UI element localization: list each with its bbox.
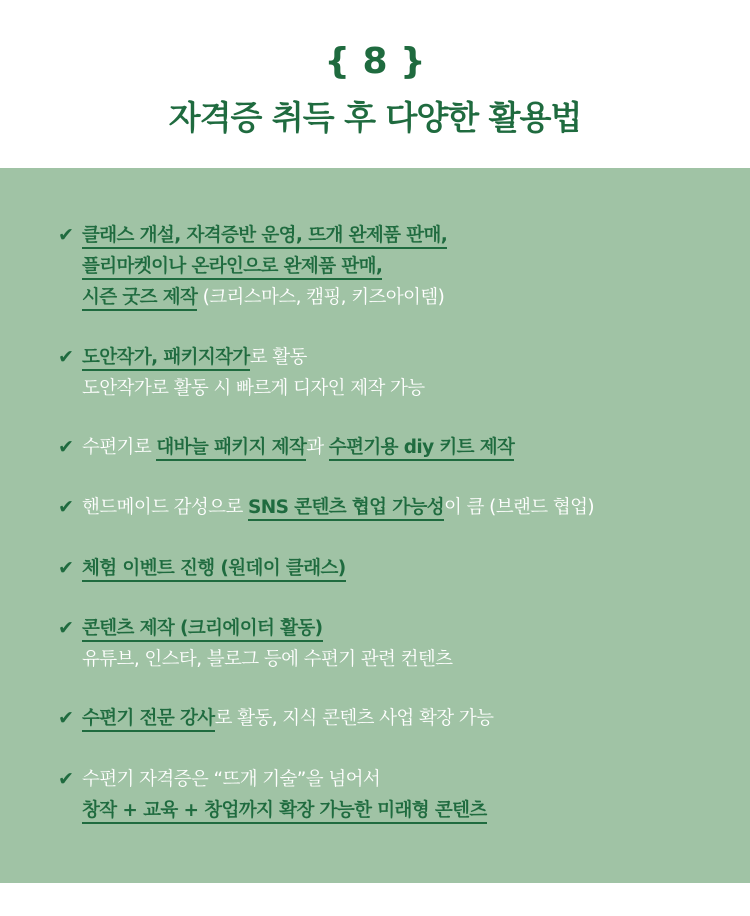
- highlight-text: 창작 + 교육 + 창업까지 확장 가능한 미래형 콘텐츠: [82, 800, 487, 824]
- page-title: 자격증 취득 후 다양한 활용법: [168, 98, 582, 137]
- list-item-line: [58, 220, 738, 251]
- list-item: [58, 613, 738, 675]
- list-item-line: [58, 373, 738, 404]
- highlight-text: 수편기용 diy 키트 제작: [329, 437, 515, 461]
- list-item: [58, 492, 738, 523]
- body-text: 유튜브, 인스타, 블로그 등에 수편기 관련 컨텐츠: [82, 649, 453, 670]
- list-item-line: [58, 432, 738, 463]
- list-item-line: [58, 553, 738, 584]
- list-item-line: [58, 251, 738, 282]
- list-item-line: [58, 703, 738, 734]
- list-item-line: [58, 764, 738, 795]
- body-text: 수편기로: [82, 437, 157, 458]
- highlight-text: 수편기 전문 강사: [82, 708, 215, 732]
- highlight-text: 대바늘 패키지 제작: [156, 437, 306, 461]
- highlight-text: 도안작가, 패키지작가: [82, 347, 250, 371]
- list-item: [58, 342, 738, 404]
- check-icon: ✔: [58, 768, 74, 790]
- highlight-text: 플리마켓이나 온라인으로 완제품 판매,: [82, 256, 382, 280]
- body-text: 로 활동: [249, 347, 307, 368]
- check-icon: ✔: [58, 224, 74, 246]
- body-text: 과: [306, 437, 329, 458]
- list-item-line: [58, 282, 738, 313]
- header: [0, 0, 750, 168]
- check-icon: ✔: [58, 346, 74, 368]
- list-item-line: [58, 644, 738, 675]
- body-text: (크리스마스, 캠핑, 키즈아이템): [197, 287, 445, 308]
- list-item: [58, 703, 738, 734]
- list-item-line: [58, 613, 738, 644]
- body-text: 수편기 자격증은 “뜨개 기술”을 넘어서: [82, 769, 381, 790]
- check-icon: ✔: [58, 496, 74, 518]
- list-item: [58, 432, 738, 463]
- list-item: [58, 764, 738, 826]
- check-icon: ✔: [58, 707, 74, 729]
- list-item-line: [58, 795, 738, 826]
- list-item-line: [58, 342, 738, 373]
- list-item: [58, 553, 738, 584]
- highlight-text: 클래스 개설, 자격증반 운영, 뜨개 완제품 판매,: [82, 225, 447, 249]
- check-icon: ✔: [58, 557, 74, 579]
- footer-space: [0, 883, 750, 916]
- content-panel: [0, 168, 750, 883]
- body-text: 핸드메이드 감성으로: [82, 497, 249, 518]
- highlight-text: 시즌 굿즈 제작: [82, 287, 197, 311]
- highlight-text: 체험 이벤트 진행 (원데이 클래스): [82, 558, 346, 582]
- section-number: { 8 }: [324, 41, 426, 82]
- list-item-line: [58, 492, 738, 523]
- highlight-text: 콘텐츠 제작 (크리에이터 활동): [82, 618, 323, 642]
- list-item: [58, 220, 738, 313]
- body-text: 로 활동, 지식 콘텐츠 사업 확장 가능: [214, 708, 494, 729]
- check-icon: ✔: [58, 617, 74, 639]
- highlight-text: SNS 콘텐츠 협업 가능성: [248, 497, 444, 521]
- body-text: 도안작가로 활동 시 빠르게 디자인 제작 가능: [82, 378, 425, 399]
- check-icon: ✔: [58, 436, 74, 458]
- body-text: 이 큼 (브랜드 협업): [444, 497, 595, 518]
